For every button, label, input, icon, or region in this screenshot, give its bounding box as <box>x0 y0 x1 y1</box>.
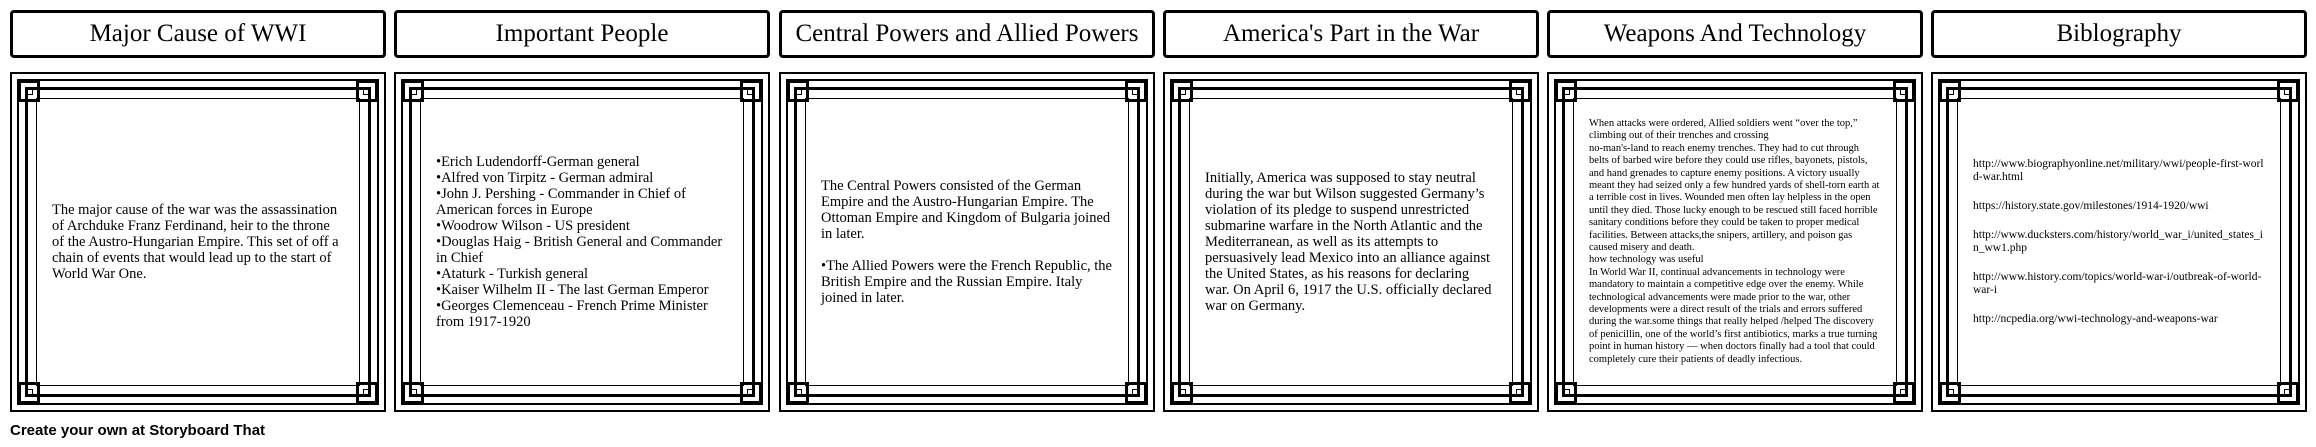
panel-title-americas-part: America's Part in the War <box>1163 10 1539 58</box>
panel-paragraph: The Central Powers consisted of the German Empire and the Austro-Hungarian Empire. The Ottoman Empire and Kingdom of Bulgaria joined in later. <box>821 178 1111 242</box>
panel-text <box>52 110 344 374</box>
bibliography-link[interactable]: http://ncpedia.org/wwi-technology-and-weapons-war <box>1973 313 2218 325</box>
corner-ornament <box>1555 80 1577 102</box>
panel-americas-part <box>1163 72 1539 412</box>
corner-ornament <box>1939 80 1961 102</box>
panel-text <box>1589 104 1881 380</box>
corner-ornament <box>18 382 40 404</box>
footer-credit[interactable]: Create your own at Storyboard That <box>10 422 266 439</box>
corner-ornament <box>1893 80 1915 102</box>
corner-ornament <box>1893 382 1915 404</box>
corner-ornament <box>402 382 424 404</box>
bibliography-link[interactable]: http://www.biographyonline.net/military/wwi/people-first-world-war.html <box>1973 158 2264 183</box>
panel-weapons-technology <box>1547 72 1923 412</box>
panel-text <box>436 110 728 374</box>
corner-ornament <box>1939 382 1961 404</box>
panel-title-important-people: Important People <box>394 10 770 58</box>
corner-ornament <box>1509 80 1531 102</box>
corner-ornament <box>356 80 378 102</box>
corner-ornament <box>1171 382 1193 404</box>
corner-ornament <box>740 382 762 404</box>
corner-ornament <box>1171 80 1193 102</box>
panel-paragraph: When attacks were ordered, Allied soldiers went “over the top,” climbing out of their trenches and crossing no-man's-land to reach enemy trenches. They had to cut through belts of barbed wire before they could use rifles, bayonets, pistols, and hand grenades to capture enemy positions. A victory usually meant they had seized only a few hundred yards of shell-torn earth at a terrible cost in lives. Wounded men often lay helpless in the open until they died. Those lucky enough to be rescued still faced horrible sanitary conditions before they could be taken to proper medical facilities. Between attacks,the snipers, artillery, and poison gas caused misery and death. how technology was useful In World War II, continual advancements in technology were mandatory to maintain a competitive edge over the enemy. While technological advancements were made prior to the war, other developments were a direct result of the trials and errors suffered during the war.some things that really helped /helped The discovery of penicillin, one of the world’s first antibiotics, marks a true turning point in human history — when doctors finally had a tool that could completely cure their patients of deadly infectious. <box>1589 117 1880 365</box>
panel-text <box>1973 110 2265 374</box>
bibliography-link[interactable]: http://www.history.com/topics/world-war-i/outbreak-of-world-war-i <box>1973 271 2262 296</box>
panel-major-cause <box>10 72 386 412</box>
corner-ornament <box>2277 80 2299 102</box>
corner-ornament <box>356 382 378 404</box>
bibliography-link[interactable]: https://history.state.gov/milestones/1914-1920/wwi <box>1973 200 2209 212</box>
panel-paragraph: •Erich Ludendorff-German general •Alfred von Tirpitz - German admiral •John J. Pershing - Commander in Chief of American forces in Europe •Woodrow Wilson - US president •Douglas Haig - British General and Commander in Chief •Ataturk - Turkish general •Kaiser Wilhelm II - The last German Emperor •Georges Clemenceau - French Prime Minister from 1917-1920 <box>436 154 723 330</box>
corner-ornament <box>18 80 40 102</box>
panel-title-weapons-technology: Weapons And Technology <box>1547 10 1923 58</box>
panel-title-bibliography: Biblography <box>1931 10 2307 58</box>
corner-ornament <box>1125 80 1147 102</box>
corner-ornament <box>2277 382 2299 404</box>
panel-paragraph: The major cause of the war was the assassination of Archduke Franz Ferdinand, heir to the throne of the Austro-Hungarian Empire. This set of off a chain of events that would lead up to the start of World War One. <box>52 202 339 282</box>
corner-ornament <box>402 80 424 102</box>
panel-important-people <box>394 72 770 412</box>
panel-title-central-allied-powers: Central Powers and Allied Powers <box>779 10 1155 58</box>
panel-bibliography <box>1931 72 2307 412</box>
panel-paragraph: •The Allied Powers were the French Republic, the British Empire and the Russian Empire. Italy joined in later. <box>821 258 1112 306</box>
corner-ornament <box>1509 382 1531 404</box>
panel-text <box>821 110 1113 374</box>
corner-ornament <box>787 382 809 404</box>
panel-central-allied-powers <box>779 72 1155 412</box>
panel-paragraph: Initially, America was supposed to stay neutral during the war but Wilson suggested Germany’s violation of its pledge to suspend unrestricted submarine warfare in the North Atlantic and the Mediterranean, as well as its attempts to persuasively lead Mexico into an alliance against the United States, as his reasons for declaring war. On April 6, 1917 the U.S. officially declared war on Germany. <box>1205 170 1492 314</box>
corner-ornament <box>1125 382 1147 404</box>
bibliography-link[interactable]: http://www.ducksters.com/history/world_war_i/united_states_in_ww1.php <box>1973 229 2263 254</box>
panel-title-major-cause: Major Cause of WWI <box>10 10 386 58</box>
panel-text <box>1205 110 1497 374</box>
corner-ornament <box>740 80 762 102</box>
corner-ornament <box>1555 382 1577 404</box>
corner-ornament <box>787 80 809 102</box>
